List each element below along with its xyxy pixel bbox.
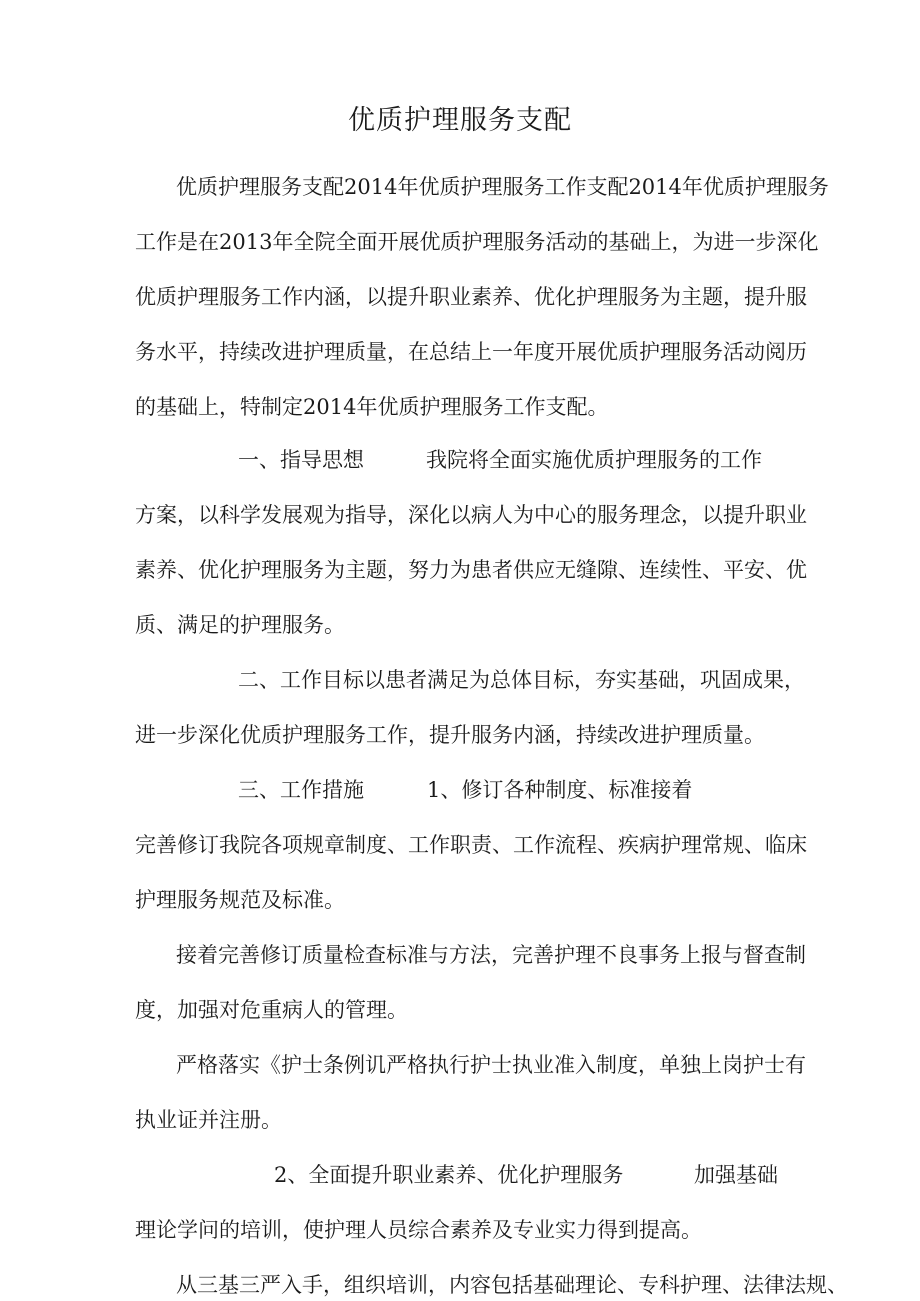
section3-p4-line: 从三基三严入手，组织培训，内容包括基础理论、专科护理、法律法规、 xyxy=(176,1273,848,1297)
section1-heading: 一、指导思想 xyxy=(238,448,364,472)
section3-p3-line-2: 执业证并注册。 xyxy=(135,1108,282,1132)
section3-sub2: 2、全面提升职业素养、优化护理服务 xyxy=(274,1163,624,1187)
section3-p2-line-1: 接着完善修订质量检查标准与方法，完善护理不良事务上报与督查制 xyxy=(176,943,806,967)
section1-line-2: 素养、优化护理服务为主题，努力为患者供应无缝隙、连续性、平安、优 xyxy=(135,558,807,582)
section3-p2-line-2: 度，加强对危重病人的管理。 xyxy=(135,998,408,1022)
section1-line-1: 方案，以科学发展观为指导，深化以病人为中心的服务理念，以提升职业 xyxy=(135,503,807,527)
section3-line-2: 护理服务规范及标准。 xyxy=(135,888,345,912)
section2-line: 进一步深化优质护理服务工作，提升服务内涵，持续改进护理质量。 xyxy=(135,723,765,747)
section3-line-1: 完善修订我院各项规章制度、工作职责、工作流程、疾病护理常规、临床 xyxy=(135,833,807,857)
section3-sub2-tail: 加强基础 xyxy=(694,1163,778,1187)
intro-line-4: 务水平，持续改进护理质量，在总结上一年度开展优质护理服务活动阅历 xyxy=(135,340,807,364)
section3-p3-line-1: 严格落实《护士条例讥严格执行护士执业准入制度，单独上岗护士有 xyxy=(176,1053,806,1077)
section1-line-3: 质、满足的护理服务。 xyxy=(135,613,345,637)
section3-sub2-line: 理论学问的培训，使护理人员综合素养及专业实力得到提高。 xyxy=(135,1218,702,1242)
intro-line-3: 优质护理服务工作内涵，以提升职业素养、优化护理服务为主题，提升服 xyxy=(135,285,807,309)
intro-line-1: 优质护理服务支配2014年优质护理服务工作支配2014年优质护理服务 xyxy=(176,175,829,199)
section3-heading: 三、工作措施 xyxy=(238,778,364,802)
section2-heading: 二、工作目标以患者满足为总体目标，夯实基础，巩固成果， xyxy=(238,668,805,692)
intro-line-5: 的基础上，特制定2014年优质护理服务工作支配。 xyxy=(135,395,609,419)
section3-sub1: 1、修订各种制度、标准接着 xyxy=(427,778,693,802)
document-title: 优质护理服务支配 xyxy=(348,105,572,136)
section1-first: 我院将全面实施优质护理服务的工作 xyxy=(426,448,762,472)
intro-line-2: 工作是在2013年全院全面开展优质护理服务活动的基础上，为进一步深化 xyxy=(135,230,819,254)
